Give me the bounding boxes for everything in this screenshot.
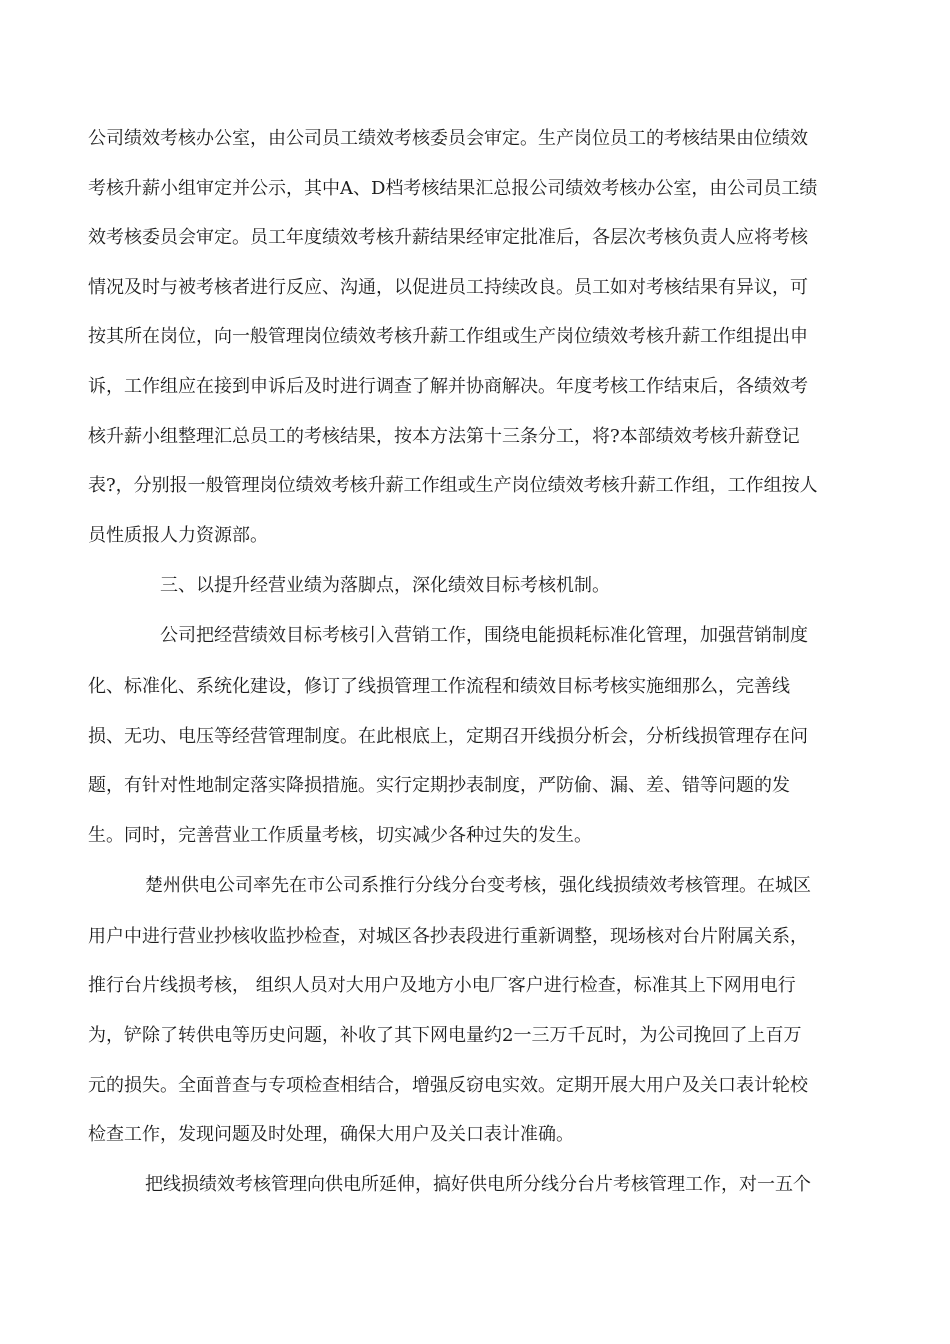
paragraph-3-line-4: 题，有针对性地制定落实降损措施。实行定期抄表制度，严防偷、漏、差、错等问题的发 <box>88 775 790 796</box>
paragraph-3-line-1: 公司把经营绩效目标考核引入营销工作，围绕电能损耗标准化管理，加强营销制度 <box>160 625 808 646</box>
paragraph-4-line-3: 推行台片线损考核， 组织人员对大用户及地方小电厂客户进行检查，标准其上下网用电行 <box>88 975 796 996</box>
paragraph-4-line-1: 楚州供电公司率先在市公司系推行分线分台变考核，强化线损绩效考核管理。在城区 <box>145 875 811 896</box>
paragraph-4-line-4: 为，铲除了转供电等历史问题，补收了其下网电量约2一三万千瓦时，为公司挽回了上百万 <box>88 1025 802 1046</box>
section-heading: 三、以提升经营业绩为落脚点，深化绩效目标考核机制。 <box>160 575 610 596</box>
paragraph-1-line-7: 核升薪小组整理汇总员工的考核结果，按本方法第十三条分工，将?本部绩效考核升薪登记 <box>88 426 800 447</box>
paragraph-1-line-3: 效考核委员会审定。员工年度绩效考核升薪结果经审定批准后，各层次考核负责人应将考核 <box>88 227 808 248</box>
paragraph-1-line-5: 按其所在岗位，向一般管理岗位绩效考核升薪工作组或生产岗位绩效考核升薪工作组提出申 <box>88 326 808 347</box>
paragraph-1-line-6: 诉，工作组应在接到申诉后及时进行调查了解并协商解决。年度考核工作结束后，各绩效考 <box>88 376 808 397</box>
paragraph-3-line-3: 损、无功、电压等经营管理制度。在此根底上，定期召开线损分析会，分析线损管理存在问 <box>88 726 808 747</box>
paragraph-3-line-5: 生。同时，完善营业工作质量考核，切实减少各种过失的发生。 <box>88 825 592 846</box>
paragraph-4-line-6: 检查工作，发现问题及时处理，确保大用户及关口表计准确。 <box>88 1124 574 1145</box>
paragraph-3-line-2: 化、标准化、系统化建设，修订了线损管理工作流程和绩效目标考核实施细那么，完善线 <box>88 676 790 697</box>
paragraph-1-line-1: 公司绩效考核办公室，由公司员工绩效考核委员会审定。生产岗位员工的考核结果由位绩效 <box>88 128 808 149</box>
paragraph-4-line-5: 元的损失。全面普查与专项检查相结合，增强反窃电实效。定期开展大用户及关口表计轮校 <box>88 1075 808 1096</box>
paragraph-5-line-1: 把线损绩效考核管理向供电所延伸，搞好供电所分线分台片考核管理工作，对一五个 <box>145 1174 811 1195</box>
paragraph-1-line-9: 员性质报人力资源部。 <box>88 525 268 546</box>
paragraph-1-line-4: 情况及时与被考核者进行反应、沟通，以促进员工持续改良。员工如对考核结果有异议，可 <box>88 277 808 298</box>
paragraph-1-line-8: 表?，分别报一般管理岗位绩效考核升薪工作组或生产岗位绩效考核升薪工作组，工作组按人 <box>88 475 818 496</box>
paragraph-4-line-2: 用户中进行营业抄核收监抄检查，对城区各抄表段进行重新调整，现场核对台片附属关系， <box>88 926 808 947</box>
paragraph-1-line-2: 考核升薪小组审定并公示，其中A、D档考核结果汇总报公司绩效考核办公室，由公司员工绩 <box>88 178 818 199</box>
